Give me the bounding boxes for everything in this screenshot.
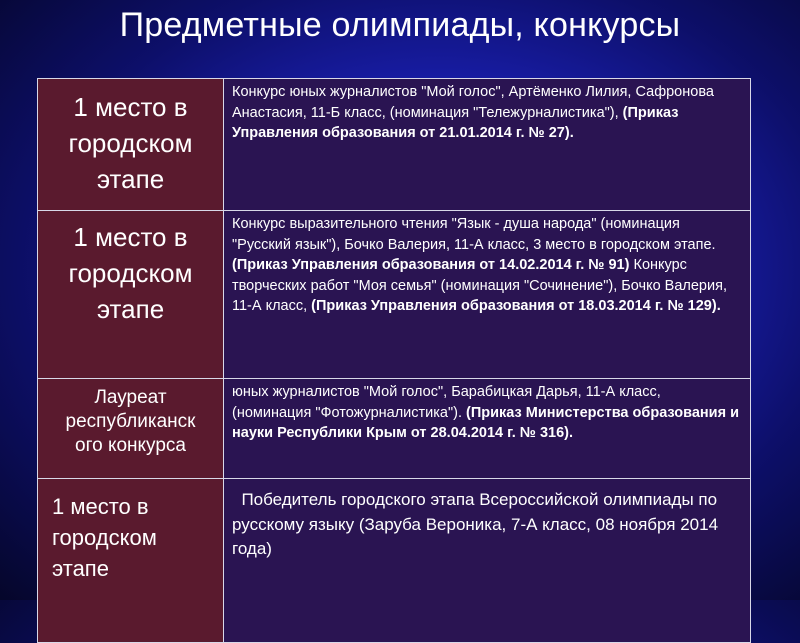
table-row [38,479,751,643]
table-row [38,79,751,211]
place-line: этапе [52,556,109,581]
place-line: 1 место в [52,494,149,519]
place-line: этапе [96,164,165,194]
desc-text: Конкурс юных журналистов "Мой голос", Артёменко Лилия, Сафронова Анастасия, 11-Б класс, (номинация "Тележурналистика"), [232,84,714,121]
place-cell [38,379,224,479]
place-cell [38,211,224,379]
place-line: республиканск [65,411,196,432]
place-cell [38,79,224,211]
place-line: ого конкурса [75,435,186,456]
place-line: 1 место в [73,92,188,122]
desc-text: Конкурс выразительного чтения "Язык - душа народа" (номинация "Русский язык"), Бочко Валерия, 11-А класс, 3 место в городском этапе. [232,216,716,253]
place-line: Лауреат [94,387,167,408]
place-line: городском [68,128,193,158]
description-cell [224,379,751,479]
place-line: этапе [96,294,165,324]
table-row [38,379,751,479]
place-line: городском [52,525,157,550]
description-cell [224,479,751,643]
olympiad-table [37,78,751,643]
desc-text: Победитель городского этапа Всероссийской олимпиады по русскому языку (Заруба Вероника, 7-А класс, 08 ноября 2014 года) [232,490,723,558]
description-cell [224,211,751,379]
place-line: городском [68,258,193,288]
desc-text: Конкурс творческих работ "Моя семья" (номинация "Сочинение"), Бочко Валерия, 11-А класс, [232,257,727,314]
desc-order: (Приказ Управления образования от 18.03.2014 г. № 129). [311,298,721,314]
description-cell [224,79,751,211]
place-cell [38,479,224,643]
page-title: Предметные олимпиады, конкурсы [119,6,681,44]
desc-order: (Приказ Управления образования от 14.02.2014 г. № 91) [232,257,630,273]
table-row [38,211,751,379]
desc-order: (Приказ Управления образования от 21.01.2014 г. № 27). [232,104,679,141]
desc-order: (Приказ Министерства образования и науки Республики Крым от 28.04.2014 г. № 316). [232,404,739,441]
desc-text: юных журналистов "Мой голос", Барабицкая Дарья, 11-А класс, (номинация "Фотожурналистика"). [232,384,661,421]
place-line: 1 место в [73,222,188,252]
